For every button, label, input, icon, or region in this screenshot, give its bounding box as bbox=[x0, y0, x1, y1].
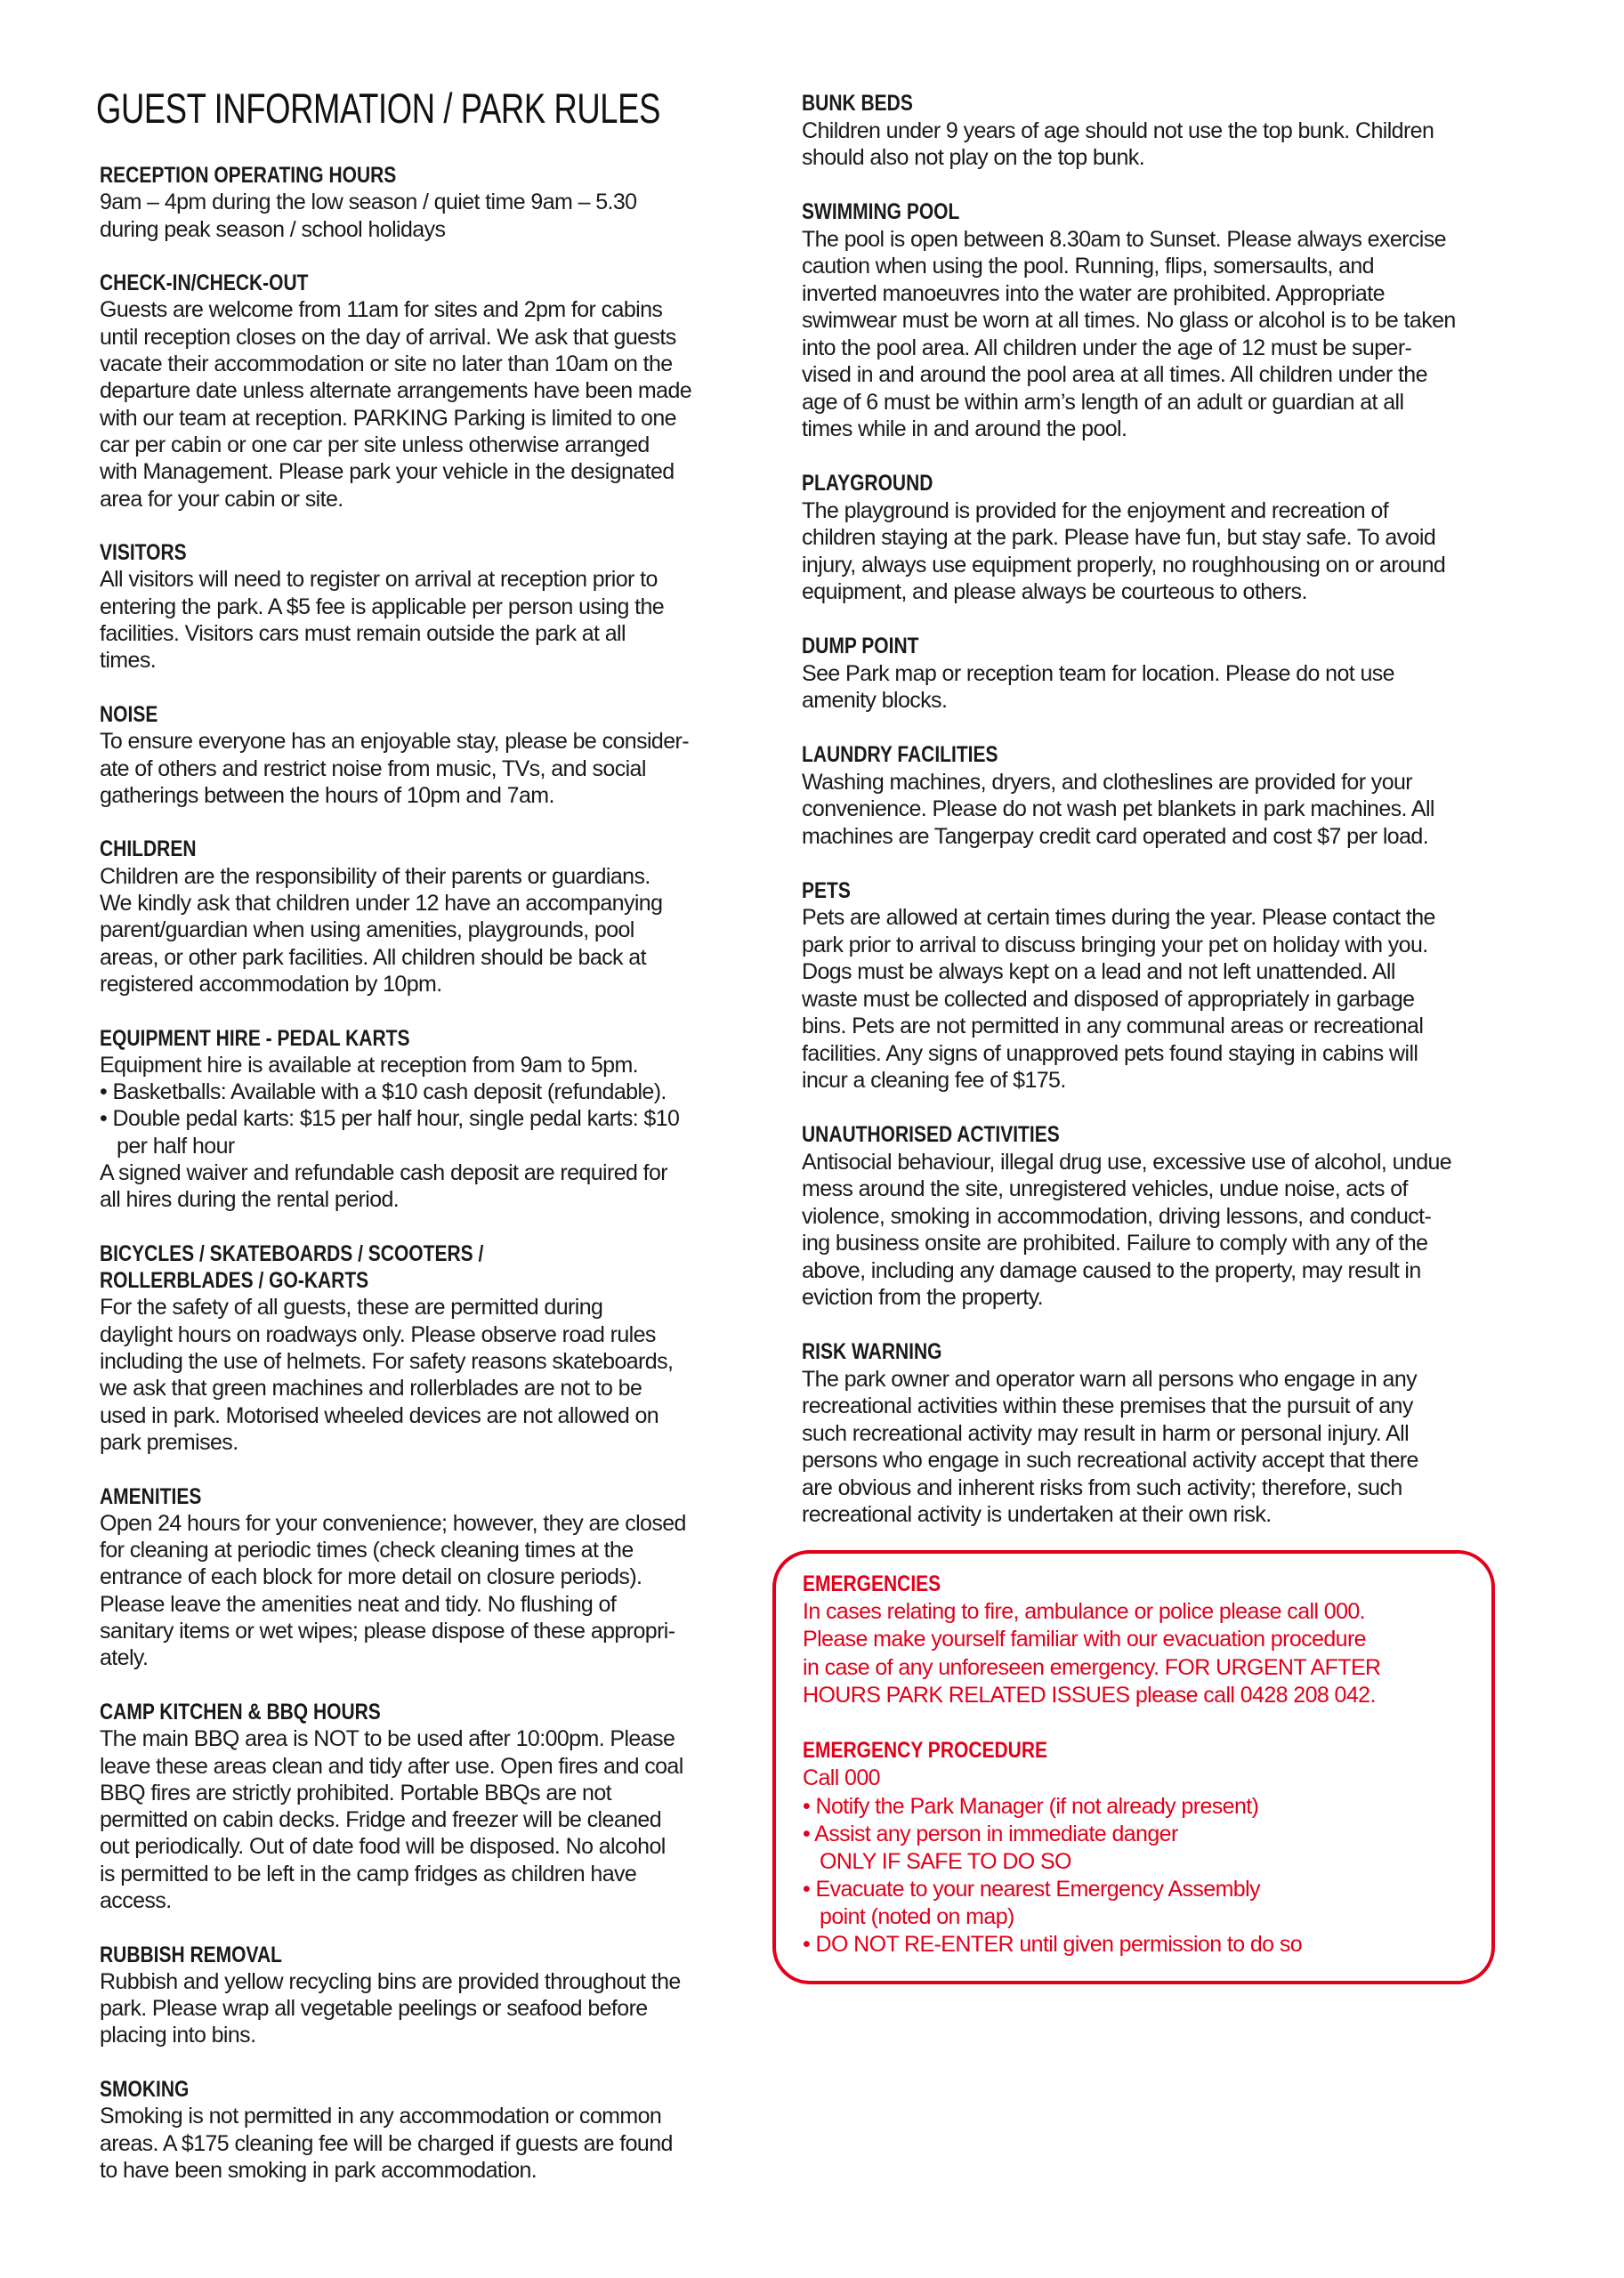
section-heading-text: VISITORS bbox=[100, 540, 187, 566]
section-heading bbox=[802, 877, 1531, 905]
section-heading-text: NOISE bbox=[100, 701, 158, 727]
body-line: during peak season / school holidays bbox=[100, 216, 446, 242]
body-line: injury, always use equipment properly, no roughhousing on or around bbox=[802, 552, 1446, 578]
body-line: persons who engage in such recreational activity accept that there bbox=[802, 1448, 1418, 1473]
body-line: area for your cabin or site. bbox=[100, 486, 343, 512]
left-column bbox=[100, 162, 776, 2184]
body-line: placing into bins. bbox=[100, 2023, 256, 2048]
body-line: ONLY IF SAFE TO DO SO bbox=[803, 1848, 1071, 1874]
body-line: waste must be collected and disposed of appropriately in garbage bbox=[802, 986, 1415, 1012]
section-rubbish-removal bbox=[100, 1942, 776, 2049]
body-line: swimwear must be worn at all times. No glass or alcohol is to be taken bbox=[802, 308, 1456, 333]
body-line: See Park map or reception team for location. Please do not use bbox=[802, 660, 1394, 686]
section-heading bbox=[802, 470, 1531, 497]
section-heading-text: EMERGENCY PROCEDURE bbox=[803, 1738, 1047, 1764]
bullet-item: • Evacuate to your nearest Emergency Assembly bbox=[803, 1877, 1260, 1902]
emergency-content bbox=[803, 1571, 1381, 1959]
section-check-in-check-out bbox=[100, 270, 776, 513]
body-line: areas. A $175 cleaning fee will be charged if guests are found bbox=[100, 2130, 673, 2156]
body-line: sanitary items or wet wipes; please dispose of these appropri- bbox=[100, 1619, 675, 1644]
section-emergencies bbox=[803, 1571, 1381, 1709]
body-line: machines are Tangerpay credit card operated and cost $7 per load. bbox=[802, 823, 1429, 849]
body-line: convenience. Please do not wash pet blankets in park machines. All bbox=[802, 796, 1434, 821]
body-line: The playground is provided for the enjoyment and recreation of bbox=[802, 497, 1389, 523]
body-line: access. bbox=[100, 1888, 172, 1913]
section-heading-text: RUBBISH REMOVAL bbox=[100, 1942, 282, 1967]
body-line: times. bbox=[100, 648, 157, 674]
section-heading bbox=[100, 701, 776, 728]
body-line: facilities. Any signs of unapproved pets found staying in cabins will bbox=[802, 1040, 1418, 1066]
body-line: Guests are welcome from 11am for sites and 2pm for cabins bbox=[100, 297, 663, 323]
body-line: Rubbish and yellow recycling bins are provided throughout the bbox=[100, 1968, 681, 1994]
section-equipment-hire-pedal-karts bbox=[100, 1025, 776, 1214]
body-line: In cases relating to fire, ambulance or police please call 000. bbox=[803, 1599, 1366, 1625]
body-line: mess around the site, unregistered vehicles, undue noise, acts of bbox=[802, 1176, 1408, 1201]
section-heading bbox=[802, 1338, 1531, 1366]
body-line: gatherings between the hours of 10pm and 7am. bbox=[100, 782, 554, 808]
section-heading bbox=[100, 1025, 776, 1052]
body-line: The main BBQ area is NOT to be used after 10:00pm. Please bbox=[100, 1726, 675, 1752]
section-heading-text: SMOKING bbox=[100, 2077, 190, 2103]
body-line: is permitted to be left in the camp fridges as children have bbox=[100, 1861, 637, 1886]
body-line: Call 000 bbox=[803, 1765, 880, 1791]
section-heading bbox=[802, 741, 1531, 769]
section-heading bbox=[802, 198, 1531, 226]
body-line: parent/guardian when using amenities, playgrounds, pool bbox=[100, 917, 634, 943]
body-line: children staying at the park. Please have fun, but stay safe. To avoid bbox=[802, 525, 1436, 550]
section-camp-kitchen-bbq-hours bbox=[100, 1699, 776, 1914]
section-heading-text: AMENITIES bbox=[100, 1483, 202, 1509]
body-line: bins. Pets are not permitted in any communal areas or recreational bbox=[802, 1014, 1424, 1038]
section-emergency-procedure bbox=[803, 1737, 1381, 1959]
body-line: out periodically. Out of date food will be disposed. No alcohol bbox=[100, 1834, 666, 1860]
section-pets bbox=[802, 877, 1531, 1095]
body-line: violence, smoking in accommodation, driving lessons, and conduct- bbox=[802, 1203, 1432, 1229]
body-line: amenity blocks. bbox=[802, 688, 948, 713]
body-line: car per cabin or one car per site unless otherwise arranged bbox=[100, 432, 650, 457]
section-laundry-facilities bbox=[802, 741, 1531, 850]
section-heading-text: UNAUTHORISED ACTIVITIES bbox=[802, 1122, 1060, 1147]
body-line: All visitors will need to register on arrival at reception prior to bbox=[100, 567, 658, 593]
bullet-item: • Assist any person in immediate danger bbox=[803, 1821, 1178, 1846]
body-line: recreational activities within these premises that the pursuit of any bbox=[802, 1393, 1413, 1418]
body-line: The pool is open between 8.30am to Sunset. Please always exercise bbox=[802, 226, 1446, 252]
body-line: permitted on cabin decks. Fridge and freezer will be cleaned bbox=[100, 1807, 662, 1833]
body-line: such recreational activity may result in harm or personal injury. All bbox=[802, 1420, 1410, 1446]
body-line: equipment, and please always be courteous to others. bbox=[802, 579, 1307, 604]
section-heading-text: RISK WARNING bbox=[802, 1339, 942, 1364]
section-unauthorised-activities bbox=[802, 1121, 1531, 1312]
section-children bbox=[100, 836, 776, 998]
body-line: for cleaning at periodic times (check cleaning times at the bbox=[100, 1538, 634, 1563]
section-bicycles-skateboards-scooters-rollerblades-go-karts bbox=[100, 1240, 776, 1456]
body-line: point (noted on map) bbox=[803, 1904, 1014, 1930]
body-line: areas, or other park facilities. All children should be back at bbox=[100, 944, 646, 970]
section-heading bbox=[100, 270, 776, 296]
section-risk-warning bbox=[802, 1338, 1531, 1529]
section-heading bbox=[803, 1737, 1381, 1765]
body-line: We kindly ask that children under 12 have an accompanying bbox=[100, 891, 663, 917]
section-heading bbox=[802, 633, 1531, 660]
section-heading bbox=[100, 2076, 776, 2103]
section-heading-text: DUMP POINT bbox=[802, 634, 919, 658]
section-heading bbox=[100, 1267, 776, 1294]
body-line: incur a cleaning fee of $175. bbox=[802, 1068, 1066, 1093]
body-line: we ask that green machines and rollerblades are not to be bbox=[100, 1376, 642, 1402]
body-line: Please leave the amenities neat and tidy. No flushing of bbox=[100, 1591, 617, 1617]
section-playground bbox=[802, 470, 1531, 606]
section-bunk-beds bbox=[802, 90, 1531, 172]
body-line: eviction from the property. bbox=[802, 1285, 1043, 1310]
body-line: into the pool area. All children under the age of 12 must be super- bbox=[802, 335, 1412, 360]
section-heading bbox=[100, 1699, 776, 1725]
body-line: per half hour bbox=[100, 1133, 235, 1159]
section-heading-text: PETS bbox=[802, 877, 851, 903]
body-line: inverted manoeuvres into the water are prohibited. Appropriate bbox=[802, 280, 1385, 306]
section-heading bbox=[100, 1942, 776, 1968]
body-line: HOURS PARK RELATED ISSUES please call 0428 208 042. bbox=[803, 1682, 1376, 1708]
body-line: departure date unless alternate arrangements have been made bbox=[100, 378, 692, 404]
body-line: BBQ fires are strictly prohibited. Portable BBQs are not bbox=[100, 1780, 611, 1805]
section-heading bbox=[802, 90, 1531, 117]
body-line: age of 6 must be within arm’s length of an adult or guardian at all bbox=[802, 389, 1404, 415]
section-heading-text: RECEPTION OPERATING HOURS bbox=[100, 163, 397, 188]
section-heading-text: SWIMMING POOL bbox=[802, 199, 960, 224]
body-line: recreational activity is undertaken at their own risk. bbox=[802, 1502, 1272, 1527]
body-line: Washing machines, dryers, and clotheslines are provided for your bbox=[802, 769, 1413, 795]
body-line: facilities. Visitors cars must remain outside the park at all bbox=[100, 621, 626, 647]
body-line: To ensure everyone has an enjoyable stay, please be consider- bbox=[100, 729, 689, 755]
section-smoking bbox=[100, 2076, 776, 2184]
section-heading-text: BICYCLES / SKATEBOARDS / SCOOTERS / bbox=[100, 1240, 484, 1266]
section-heading bbox=[100, 162, 776, 189]
section-heading bbox=[100, 1240, 776, 1267]
section-dump-point bbox=[802, 633, 1531, 715]
section-heading-text: CAMP KITCHEN & BBQ HOURS bbox=[100, 1699, 381, 1725]
body-line: The park owner and operator warn all persons who engage in any bbox=[802, 1366, 1418, 1392]
body-line: Children under 9 years of age should not use the top bunk. Children bbox=[802, 117, 1434, 143]
body-line: Please make yourself familiar with our evacuation procedure bbox=[803, 1627, 1366, 1652]
bullet-item: • Double pedal karts: $15 per half hour, single pedal karts: $10 bbox=[100, 1106, 680, 1132]
body-line: should also not play on the top bunk. bbox=[802, 145, 1145, 170]
body-line: with our team at reception. PARKING Parking is limited to one bbox=[100, 405, 676, 431]
body-line: park prior to arrival to discuss bringing your pet on holiday with you. bbox=[802, 932, 1428, 957]
body-line: Equipment hire is available at reception from 9am to 5pm. bbox=[100, 1052, 639, 1078]
section-heading-text: LAUNDRY FACILITIES bbox=[802, 742, 998, 767]
section-heading bbox=[803, 1571, 1381, 1598]
right-column bbox=[802, 90, 1531, 1529]
body-line: in case of any unforeseen emergency. FOR URGENT AFTER bbox=[803, 1654, 1381, 1680]
section-heading-text: BUNK BEDS bbox=[802, 91, 913, 116]
body-line: vacate their accommodation or site no later than 10am on the bbox=[100, 351, 673, 377]
body-line: ate of others and restrict noise from music, TVs, and social bbox=[100, 755, 646, 781]
body-line: Pets are allowed at certain times during the year. Please contact the bbox=[802, 905, 1435, 930]
section-heading bbox=[100, 836, 776, 862]
body-line: leave these areas clean and tidy after use. Open fires and coal bbox=[100, 1753, 683, 1779]
section-heading bbox=[802, 1121, 1531, 1149]
body-line: Antisocial behaviour, illegal drug use, excessive use of alcohol, undue bbox=[802, 1149, 1452, 1175]
body-line: A signed waiver and refundable cash deposit are required for bbox=[100, 1159, 668, 1185]
section-heading-text: ROLLERBLADES / GO-KARTS bbox=[100, 1268, 369, 1294]
body-line: are obvious and inherent risks from such activity; therefore, such bbox=[802, 1474, 1402, 1500]
section-noise bbox=[100, 701, 776, 809]
body-line: Children are the responsibility of their parents or guardians. bbox=[100, 863, 650, 889]
body-line: registered accommodation by 10pm. bbox=[100, 971, 442, 997]
body-line: times while in and around the pool. bbox=[802, 416, 1127, 441]
body-line: Dogs must be always kept on a lead and not left unattended. All bbox=[802, 959, 1395, 984]
section-reception-operating-hours bbox=[100, 162, 776, 243]
body-line: daylight hours on roadways only. Please observe road rules bbox=[100, 1321, 656, 1347]
body-line: park. Please wrap all vegetable peelings or seafood before bbox=[100, 1996, 648, 2022]
body-line: Open 24 hours for your convenience; however, they are closed bbox=[100, 1510, 686, 1536]
section-heading bbox=[100, 1483, 776, 1510]
emergency-box bbox=[772, 1550, 1495, 1984]
body-line: with Management. Please park your vehicle in the designated bbox=[100, 459, 675, 485]
body-line: Smoking is not permitted in any accommodation or common bbox=[100, 2104, 662, 2129]
body-line: above, including any damage caused to the property, may result in bbox=[802, 1257, 1421, 1283]
body-line: ately. bbox=[100, 1645, 149, 1671]
body-line: until reception closes on the day of arrival. We ask that guests bbox=[100, 324, 676, 350]
section-heading-text: EQUIPMENT HIRE - PEDAL KARTS bbox=[100, 1025, 410, 1051]
body-line: used in park. Motorised wheeled devices are not allowed on bbox=[100, 1402, 659, 1428]
body-line: entrance of each block for more detail on closure periods). bbox=[100, 1564, 642, 1590]
bullet-item: • Notify the Park Manager (if not already present) bbox=[803, 1793, 1259, 1819]
body-line: caution when using the pool. Running, flips, somersaults, and bbox=[802, 254, 1374, 279]
body-line: to have been smoking in park accommodation. bbox=[100, 2157, 537, 2183]
body-line: For the safety of all guests, these are permitted during bbox=[100, 1295, 603, 1321]
body-line: including the use of helmets. For safety reasons skateboards, bbox=[100, 1349, 674, 1375]
section-heading-text: CHECK-IN/CHECK-OUT bbox=[100, 271, 309, 296]
section-swimming-pool bbox=[802, 198, 1531, 443]
body-line: park premises. bbox=[100, 1429, 238, 1455]
bullet-item: • DO NOT RE-ENTER until given permission to do so bbox=[803, 1932, 1303, 1958]
body-line: vised in and around the pool area at all times. All children under the bbox=[802, 362, 1427, 387]
body-line: entering the park. A $5 fee is applicable per person using the bbox=[100, 594, 665, 619]
bullet-item: • Basketballs: Available with a $10 cash deposit (refundable). bbox=[100, 1079, 667, 1105]
section-heading-text: CHILDREN bbox=[100, 836, 197, 862]
section-heading-text: EMERGENCIES bbox=[803, 1571, 941, 1596]
body-line: 9am – 4pm during the low season / quiet time 9am – 5.30 bbox=[100, 190, 637, 215]
section-visitors bbox=[100, 539, 776, 674]
section-heading bbox=[100, 539, 776, 566]
body-line: all hires during the rental period. bbox=[100, 1187, 400, 1213]
section-heading-text: PLAYGROUND bbox=[802, 471, 933, 496]
body-line: ing business onsite are prohibited. Failure to comply with any of the bbox=[802, 1231, 1428, 1256]
section-amenities bbox=[100, 1483, 776, 1672]
page-title: GUEST INFORMATION / PARK RULES bbox=[96, 85, 660, 132]
